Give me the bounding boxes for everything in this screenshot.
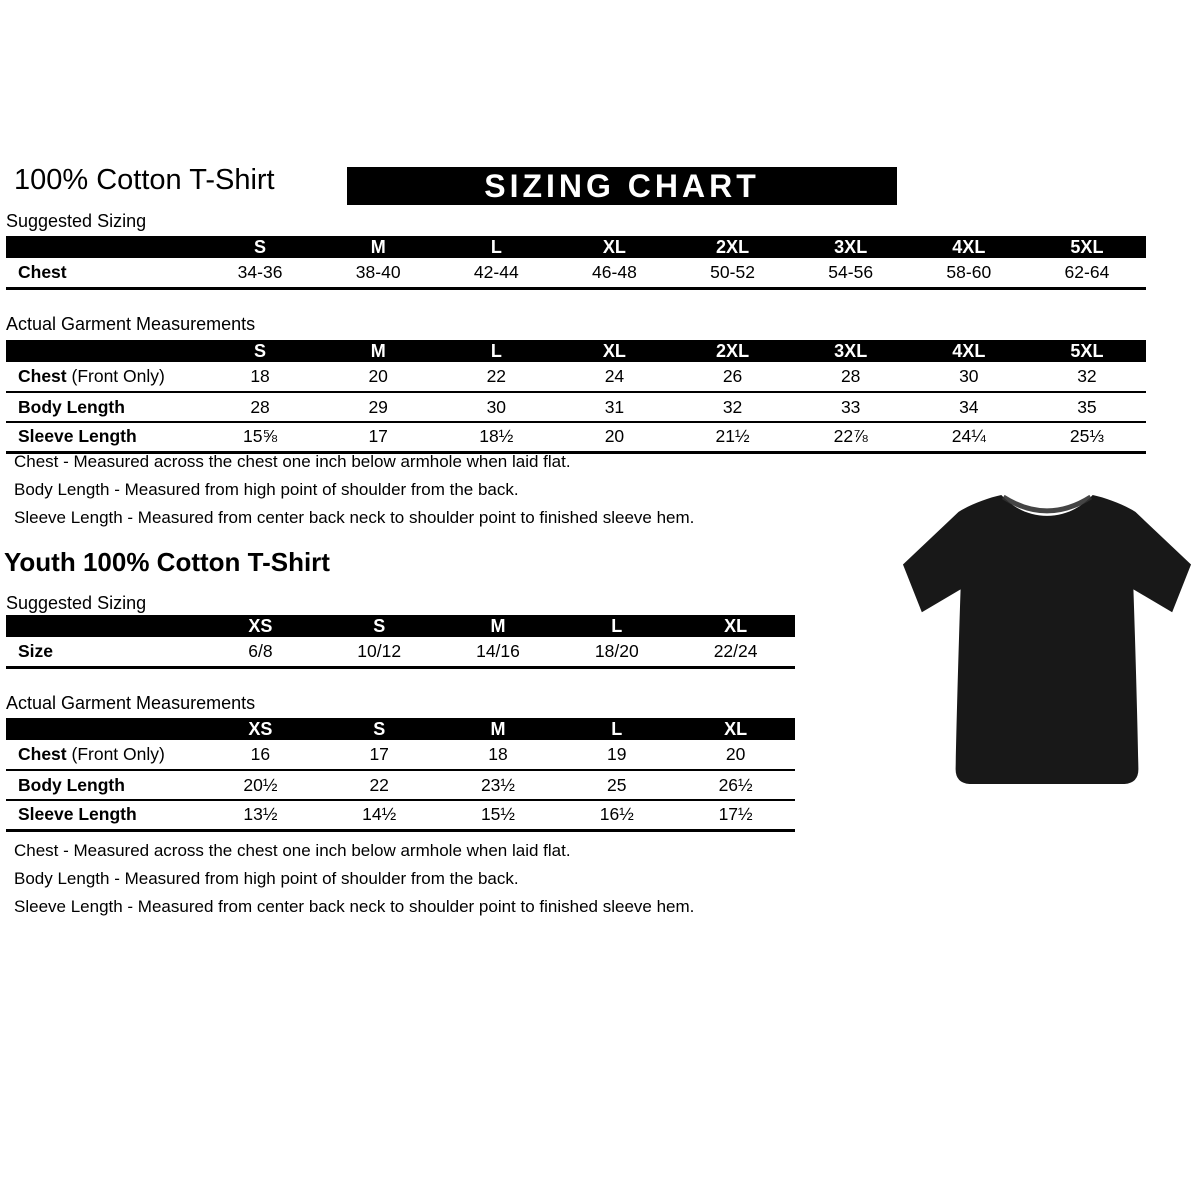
table-row	[6, 800, 795, 830]
measurement-cell: 13½	[201, 800, 320, 830]
size-column-header: M	[319, 236, 437, 258]
table-row	[6, 392, 1146, 422]
row-label: Body Length	[6, 770, 201, 800]
measurement-cell: 32	[674, 392, 792, 422]
size-column-header: 2XL	[674, 236, 792, 258]
measurement-cell: 17	[319, 422, 437, 452]
page-title: 100% Cotton T-Shirt	[14, 164, 275, 196]
measurement-cell: 26	[674, 362, 792, 392]
size-column-header: S	[320, 718, 439, 740]
size-column-header: 5XL	[1028, 236, 1146, 258]
measurement-cell: 30	[437, 392, 555, 422]
table-row	[6, 637, 795, 667]
measurement-cell: 18½	[437, 422, 555, 452]
size-column-header: S	[320, 615, 439, 637]
table-row	[6, 770, 795, 800]
size-column-header: M	[439, 718, 558, 740]
adult-suggested-sizing-table	[6, 236, 1146, 290]
size-column-header: XS	[201, 615, 320, 637]
size-column-header: L	[437, 340, 555, 362]
size-column-header: M	[439, 615, 558, 637]
measurement-cell: 22	[437, 362, 555, 392]
size-column-header: 4XL	[910, 340, 1028, 362]
measurement-cell: 19	[557, 740, 676, 770]
measurement-cell: 23½	[439, 770, 558, 800]
table-row	[6, 258, 1146, 288]
adult-actual-measurements-table	[6, 340, 1146, 454]
measurement-cell: 22⅞	[792, 422, 910, 452]
measurement-cell: 24	[555, 362, 673, 392]
measurement-cell: 50-52	[674, 258, 792, 288]
measurement-cell: 10/12	[320, 637, 439, 667]
measurement-cell: 22	[320, 770, 439, 800]
measurement-cell: 20	[676, 740, 795, 770]
measurement-cell: 15⅝	[201, 422, 319, 452]
size-column-header: XS	[201, 718, 320, 740]
youth-actual-measurements-label: Actual Garment Measurements	[6, 693, 256, 713]
row-label: Chest (Front Only)	[6, 740, 201, 770]
youth-suggested-sizing-label: Suggested Sizing	[6, 593, 147, 613]
measurement-cell: 6/8	[201, 637, 320, 667]
table-header-row	[6, 236, 1146, 258]
adult-actual-measurements-label: Actual Garment Measurements	[6, 314, 256, 334]
table-row	[6, 362, 1146, 392]
size-column-header: L	[557, 718, 676, 740]
measurement-cell: 15½	[439, 800, 558, 830]
row-label: Body Length	[6, 392, 201, 422]
size-column-header: XL	[676, 718, 795, 740]
adult-measurement-notes	[14, 453, 874, 537]
measurement-cell: 22/24	[676, 637, 795, 667]
row-label: Chest	[6, 258, 201, 288]
size-table	[6, 236, 1146, 290]
measurement-cell: 16½	[557, 800, 676, 830]
size-column-header: M	[319, 340, 437, 362]
size-column-header: XL	[555, 236, 673, 258]
measurement-cell: 29	[319, 392, 437, 422]
table-header-row	[6, 340, 1146, 362]
size-column-header: S	[201, 236, 319, 258]
measurement-cell: 18/20	[557, 637, 676, 667]
table-header-row	[6, 718, 795, 740]
measurement-cell: 14/16	[439, 637, 558, 667]
measurement-cell: 14½	[320, 800, 439, 830]
youth-suggested-sizing-table	[6, 615, 795, 669]
measurement-cell: 33	[792, 392, 910, 422]
row-label: Size	[6, 637, 201, 667]
measurement-cell: 26½	[676, 770, 795, 800]
size-table	[6, 615, 795, 669]
table-row	[6, 422, 1146, 452]
tshirt-graphic	[898, 478, 1196, 810]
youth-section-title: Youth 100% Cotton T-Shirt	[4, 547, 330, 577]
table-corner-cell	[6, 340, 201, 362]
measurement-cell: 24¼	[910, 422, 1028, 452]
size-column-header: L	[437, 236, 555, 258]
measurement-cell: 35	[1028, 392, 1146, 422]
row-label: Sleeve Length	[6, 422, 201, 452]
measurement-cell: 16	[201, 740, 320, 770]
table-header-row	[6, 615, 795, 637]
measurement-cell: 20	[319, 362, 437, 392]
table-corner-cell	[6, 718, 201, 740]
measurement-cell: 34	[910, 392, 1028, 422]
measurement-cell: 38-40	[319, 258, 437, 288]
size-column-header: 3XL	[792, 340, 910, 362]
measurement-cell: 18	[201, 362, 319, 392]
measurement-cell: 17½	[676, 800, 795, 830]
row-label: Chest (Front Only)	[6, 362, 201, 392]
size-column-header: 4XL	[910, 236, 1028, 258]
youth-actual-measurements-table	[6, 718, 795, 832]
note-line: Sleeve Length - Measured from center back neck to shoulder point to finished sleeve hem.	[14, 897, 695, 916]
measurement-cell: 32	[1028, 362, 1146, 392]
measurement-cell: 25⅓	[1028, 422, 1146, 452]
measurement-cell: 21½	[674, 422, 792, 452]
note-line: Sleeve Length - Measured from center back neck to shoulder point to finished sleeve hem.	[14, 508, 695, 527]
measurement-cell: 18	[439, 740, 558, 770]
size-column-header: L	[557, 615, 676, 637]
sizing-chart-banner	[347, 167, 897, 205]
measurement-cell: 30	[910, 362, 1028, 392]
table-corner-cell	[6, 615, 201, 637]
note-line: Body Length - Measured from high point of shoulder from the back.	[14, 480, 519, 499]
size-column-header: XL	[555, 340, 673, 362]
adult-suggested-sizing-label: Suggested Sizing	[6, 211, 147, 231]
size-column-header: 2XL	[674, 340, 792, 362]
tshirt-product-image	[898, 478, 1196, 810]
measurement-cell: 28	[792, 362, 910, 392]
sizing-chart-banner-text: SIZING CHART	[484, 167, 760, 204]
youth-measurement-notes	[14, 842, 874, 926]
measurement-cell: 42-44	[437, 258, 555, 288]
measurement-cell: 20½	[201, 770, 320, 800]
measurement-cell: 46-48	[555, 258, 673, 288]
measurement-cell: 31	[555, 392, 673, 422]
size-column-header: XL	[676, 615, 795, 637]
measurement-cell: 58-60	[910, 258, 1028, 288]
measurement-cell: 20	[555, 422, 673, 452]
measurement-cell: 54-56	[792, 258, 910, 288]
note-line: Chest - Measured across the chest one inch below armhole when laid flat.	[14, 452, 571, 471]
measurement-cell: 34-36	[201, 258, 319, 288]
note-line: Chest - Measured across the chest one inch below armhole when laid flat.	[14, 841, 571, 860]
size-column-header: S	[201, 340, 319, 362]
tshirt-body	[903, 495, 1191, 784]
row-label: Sleeve Length	[6, 800, 201, 830]
measurement-cell: 17	[320, 740, 439, 770]
measurement-cell: 62-64	[1028, 258, 1146, 288]
measurement-cell: 25	[557, 770, 676, 800]
measurement-cell: 28	[201, 392, 319, 422]
note-line: Body Length - Measured from high point of shoulder from the back.	[14, 869, 519, 888]
table-corner-cell	[6, 236, 201, 258]
size-table	[6, 718, 795, 832]
table-row	[6, 740, 795, 770]
size-column-header: 3XL	[792, 236, 910, 258]
size-table	[6, 340, 1146, 454]
size-column-header: 5XL	[1028, 340, 1146, 362]
